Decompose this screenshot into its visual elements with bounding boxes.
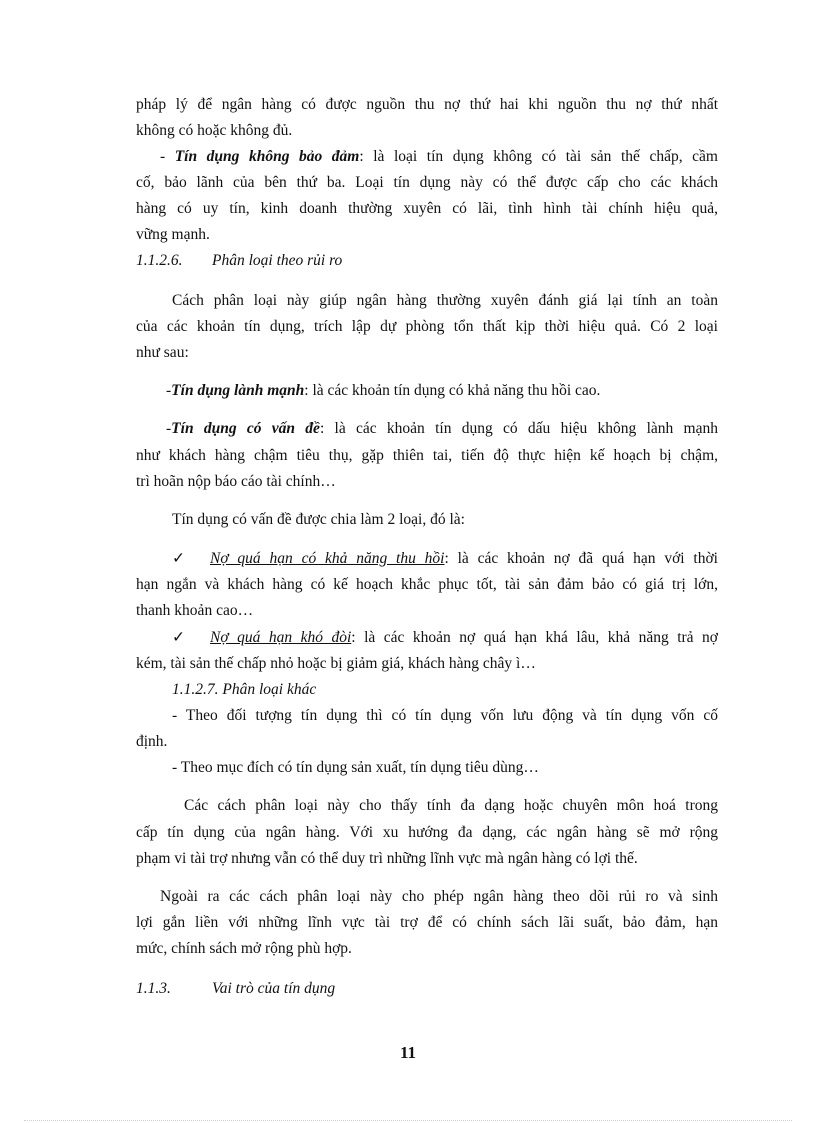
section-heading xyxy=(136,979,718,999)
definition-text: : là loại tín dụng không có tài sản thế chấp, cầm xyxy=(359,148,718,165)
checkmark-icon: ✓ xyxy=(172,629,185,646)
definition-text: : là các khoản tín dụng có khả năng thu hồi cao. xyxy=(304,382,601,399)
section-number: 1.1.2.6. xyxy=(136,252,183,269)
paragraph-line: trì hoãn nộp báo cáo tài chính… xyxy=(136,473,336,490)
paragraph-line xyxy=(166,381,748,401)
section-title: Phân loại theo rủi ro xyxy=(212,252,343,269)
section-title: Vai trò của tín dụng xyxy=(212,980,336,997)
paragraph-line: cấp tín dụng của ngân hàng. Với xu hướng đa dạng, các ngân hàng sẽ mở rộng xyxy=(136,824,718,841)
paragraph-line: - Theo đối tượng tín dụng thì có tín dụng vốn lưu động và tín dụng vốn cố xyxy=(172,707,718,724)
paragraph-line: thanh khoản cao… xyxy=(136,602,254,619)
definition-text: : là các khoản tín dụng có dấu hiệu không lành mạnh xyxy=(319,420,718,437)
paragraph-line: Các cách phân loại này cho thấy tính đa dạng hoặc chuyên môn hoá trong xyxy=(184,797,718,814)
paragraph-line: vững mạnh. xyxy=(136,226,210,243)
paragraph-line: cố, bảo lãnh của bên thứ ba. Loại tín dụng này có thể được cấp cho các khách xyxy=(136,174,718,191)
paragraph-line: lợi gắn liền với những lĩnh vực tài trợ để có chính sách lãi suất, bảo đảm, hạn xyxy=(136,914,718,931)
dash: - xyxy=(160,148,175,165)
paragraph-line: phạm vi tài trợ nhưng vẫn có thể duy trì những lĩnh vực mà ngân hàng có lợi thế. xyxy=(136,850,638,867)
paragraph-line: Tín dụng có vấn đề được chia làm 2 loại, đó là: xyxy=(172,511,465,528)
paragraph-line: pháp lý để ngân hàng có được nguồn thu nợ thứ hai khi nguồn thu nợ thứ nhất xyxy=(136,96,718,113)
paragraph-line: định. xyxy=(136,733,168,750)
paragraph-line xyxy=(166,419,718,439)
section-heading xyxy=(136,251,718,271)
checklist-item xyxy=(172,628,718,648)
paragraph-line: không có hoặc không đủ. xyxy=(136,122,293,139)
paragraph-line: hạn ngắn và khách hàng có kế hoạch khắc phục tốt, tài sản đảm bảo có giá trị lớn, xyxy=(136,576,718,593)
checkmark-icon: ✓ xyxy=(172,550,185,567)
checklist-item xyxy=(172,549,718,569)
dash: - xyxy=(166,382,172,399)
paragraph-line: - Theo mục đích có tín dụng sản xuất, tín dụng tiêu dùng… xyxy=(172,759,539,776)
paragraph-line: của các khoản tín dụng, trích lập dự phòng tổn thất kịp thời hiệu quả. Có 2 loại xyxy=(136,318,718,335)
section-number: 1.1.3. xyxy=(136,980,171,997)
term-recoverable-overdue: Nợ quá hạn có khả năng thu hồi xyxy=(210,550,445,567)
paragraph-line: kém, tài sản thế chấp nhỏ hoặc bị giảm giá, khách hàng chây ì… xyxy=(136,655,536,672)
dash: - xyxy=(166,420,172,437)
page-number: 11 xyxy=(399,1043,417,1062)
term-problem-credit: Tín dụng có vấn đề xyxy=(171,420,320,437)
paragraph-line: mức, chính sách mở rộng phù hợp. xyxy=(136,940,352,957)
term-healthy-credit: Tín dụng lành mạnh xyxy=(171,382,305,399)
paragraph-line: Ngoài ra các cách phân loại này cho phép ngân hàng theo dõi rủi ro và sinh xyxy=(160,888,718,905)
paragraph-line: Cách phân loại này giúp ngân hàng thường xuyên đánh giá lại tính an toàn xyxy=(172,292,718,309)
term-bad-debt: Nợ quá hạn khó đòi xyxy=(210,629,352,646)
paragraph-line: hàng có uy tín, kinh doanh thường xuyên có lãi, tình hình tài chính hiệu quả, xyxy=(136,200,718,217)
paragraph-line: như khách hàng chậm tiêu thụ, gặp thiên tai, tiến độ thực hiện kế hoạch bị chậm, xyxy=(136,447,718,464)
paragraph-line: như sau: xyxy=(136,344,189,361)
page-bottom-divider xyxy=(24,1120,792,1121)
definition-text: : là các khoản nợ quá hạn khá lâu, khả năng trả nợ xyxy=(351,629,718,646)
paragraph-line xyxy=(160,147,718,167)
term-unsecured-credit: Tín dụng không bảo đảm xyxy=(174,148,360,165)
section-heading: 1.1.2.7. Phân loại khác xyxy=(172,681,317,698)
definition-text: : là các khoản nợ đã quá hạn với thời xyxy=(444,550,718,567)
